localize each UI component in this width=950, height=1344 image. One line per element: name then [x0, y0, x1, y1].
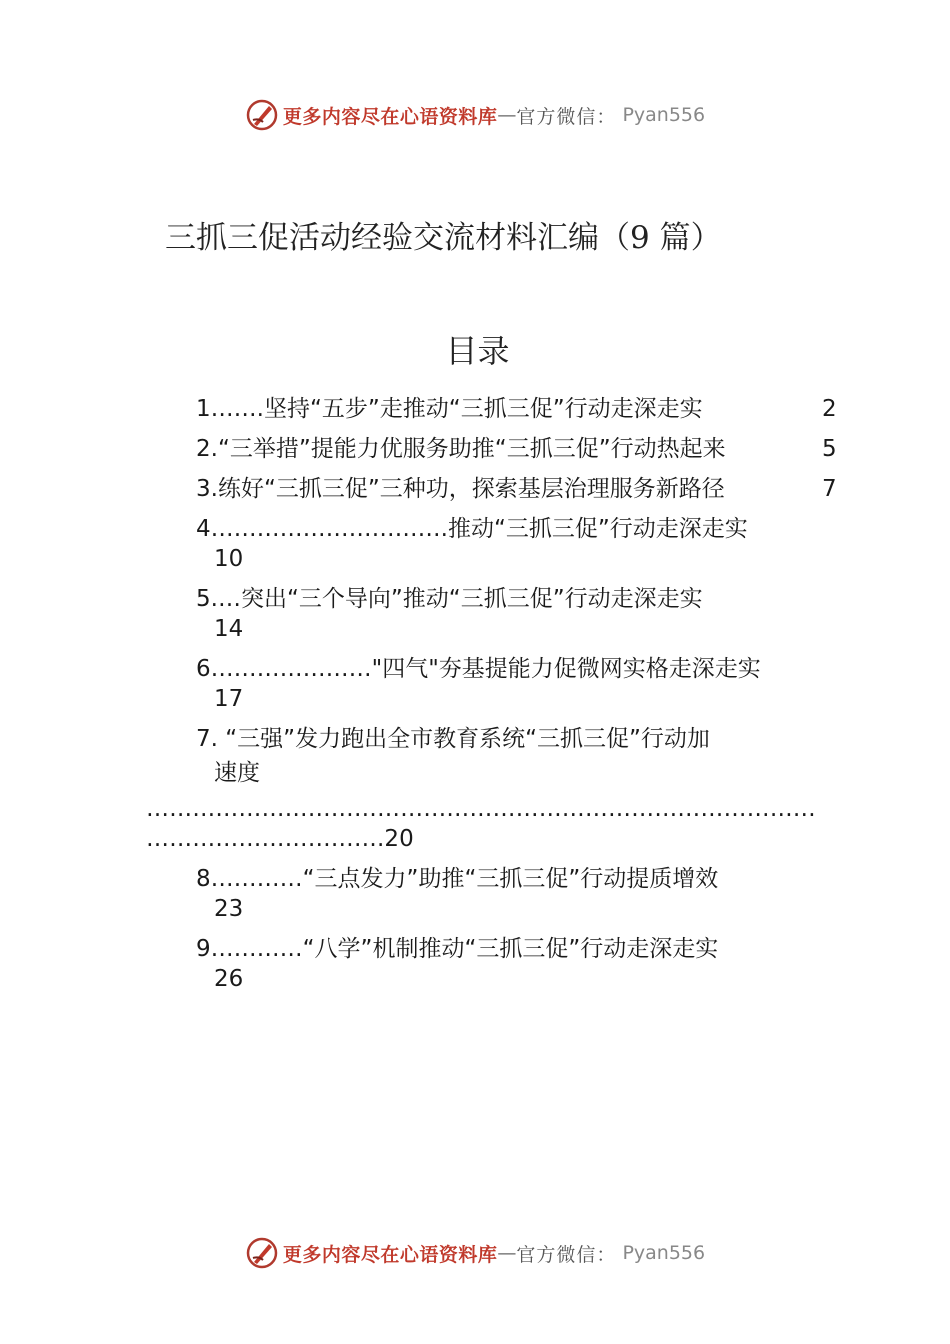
toc-page-4: 10	[214, 546, 244, 572]
watermark-label: 官方微信：	[516, 1243, 617, 1266]
watermark-separator: —	[497, 1242, 517, 1264]
watermark-wechat-id: Pyan556	[622, 104, 706, 126]
toc-entry-7-leader: ……………………………………………………………………………	[146, 796, 816, 822]
toc-entry-7[interactable]: 7. “三强”发力跑出全市教育系统“三抓三促”行动加	[196, 726, 710, 752]
toc-page-9: 26	[214, 966, 244, 992]
watermark-header	[0, 95, 950, 135]
quill-pen-logo-icon	[245, 98, 279, 132]
document-title: 三抓三促活动经验交流材料汇编（9 篇）	[165, 220, 722, 256]
toc-page-2: 5	[822, 436, 837, 462]
toc-entry-5[interactable]: 5.…突出“三个导向”推动“三抓三促”行动走深走实	[196, 586, 703, 612]
watermark-label: 官方微信：	[516, 105, 617, 128]
toc-page-3: 7	[822, 476, 837, 502]
watermark-brand: 更多内容尽在心语资料库	[282, 1243, 498, 1266]
toc-entry-1[interactable]: 1…….坚持“五步”走推动“三抓三促”行动走深走实	[196, 396, 703, 422]
toc-page-8: 23	[214, 896, 244, 922]
toc-entry-8[interactable]: 8…………“三点发力”助推“三抓三促”行动提质增效	[196, 866, 719, 892]
toc-entry-4[interactable]: 4………………………….推动“三抓三促”行动走深走实	[196, 516, 748, 542]
quill-pen-logo-icon	[245, 1236, 279, 1270]
toc-page-5: 14	[214, 616, 244, 642]
toc-entry-6[interactable]: 6…………………"四气"夯基提能力促微网实格走深走实	[196, 656, 761, 682]
toc-entry-3[interactable]: 3.练好“三抓三促”三种功，探索基层治理服务新路径	[196, 476, 725, 502]
toc-page-6: 17	[214, 686, 244, 712]
toc-entry-9[interactable]: 9…………“八学”机制推动“三抓三促”行动走深走实	[196, 936, 719, 962]
watermark-wechat-id: Pyan556	[622, 1242, 706, 1264]
toc-page-7: ………………………….20	[146, 826, 414, 852]
watermark-footer	[0, 1233, 950, 1273]
watermark-separator: —	[497, 104, 517, 126]
toc-page-1: 2	[822, 396, 837, 422]
toc-entry-2[interactable]: 2.“三举措”提能力优服务助推“三抓三促”行动热起来	[196, 436, 726, 462]
watermark-brand: 更多内容尽在心语资料库	[282, 105, 498, 128]
toc-entry-7-continuation: 速度	[214, 760, 260, 786]
toc-heading: 目录	[445, 332, 510, 370]
